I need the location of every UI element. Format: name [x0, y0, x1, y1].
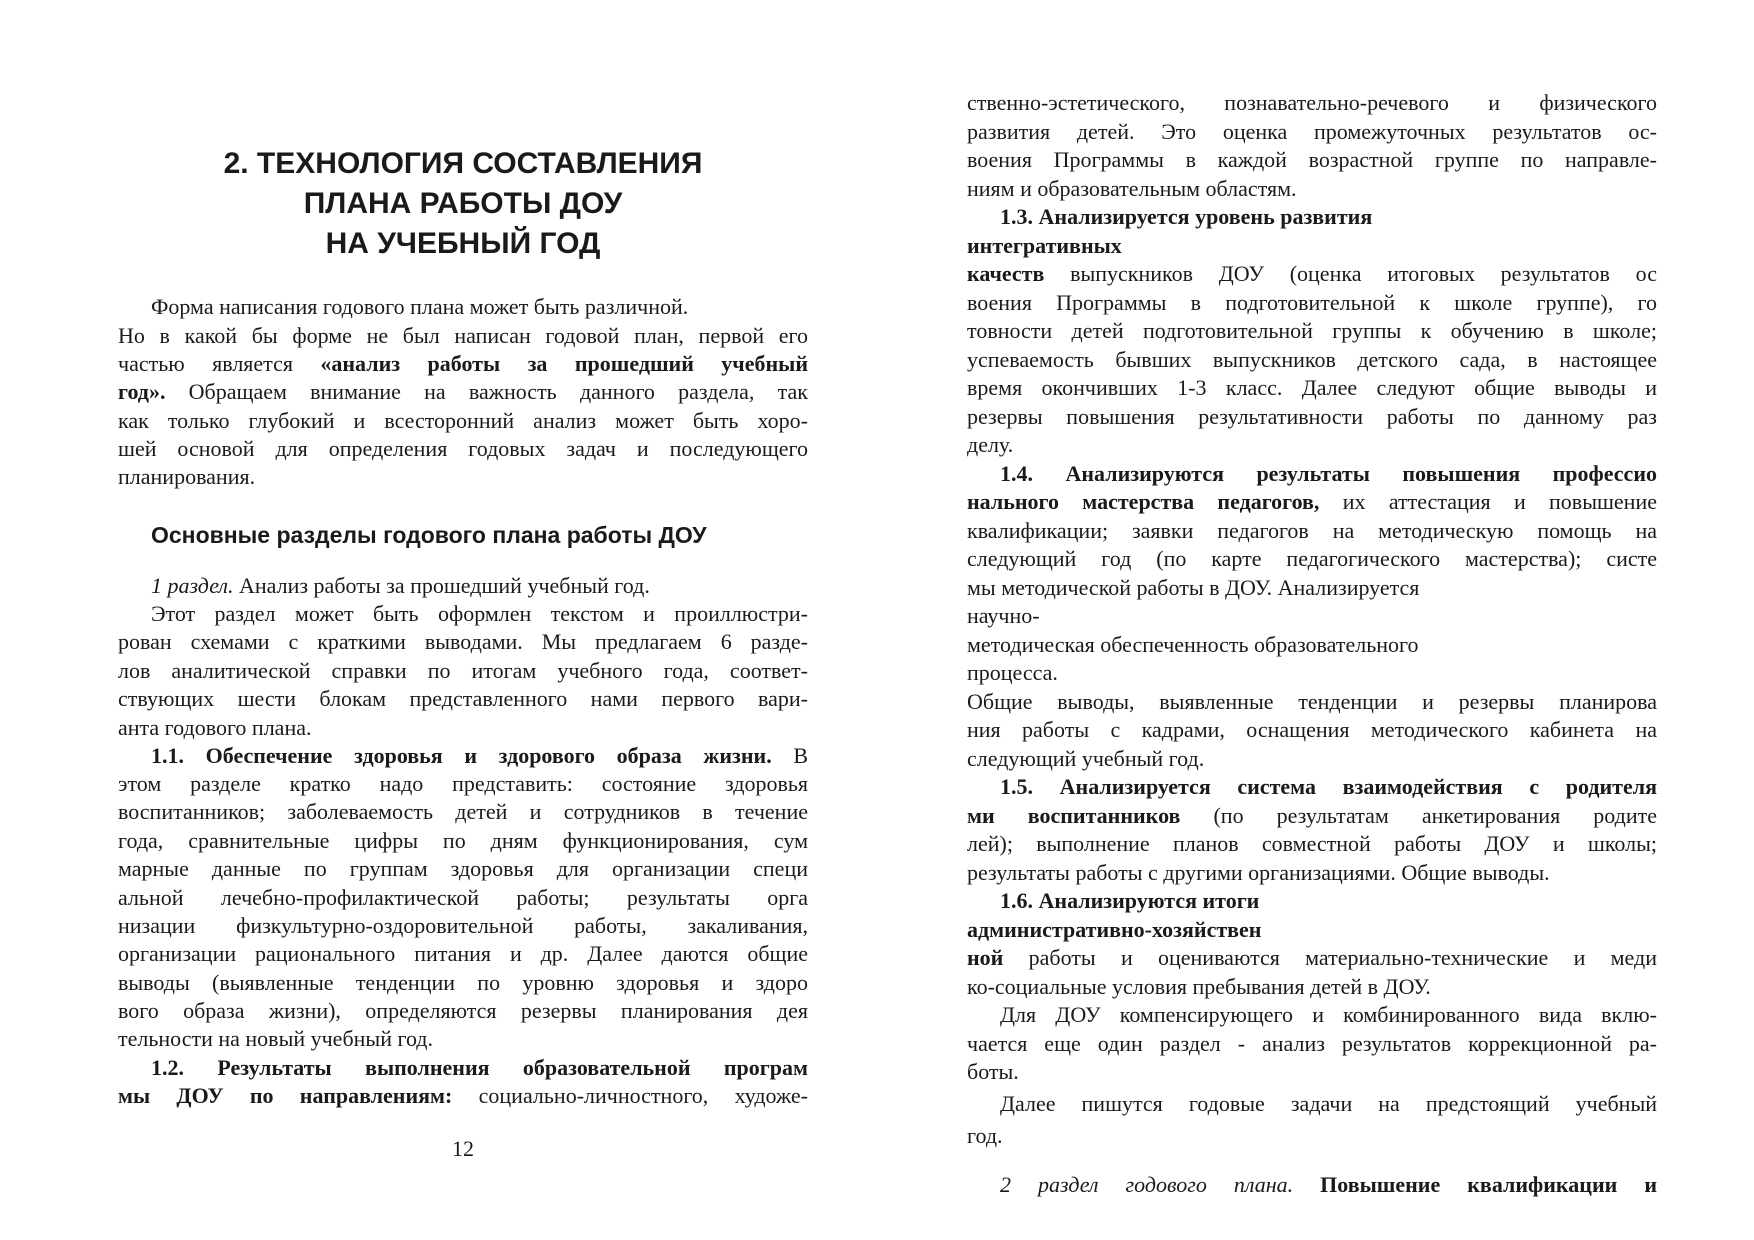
body-line: Общие выводы, выявленные тенденции и резервы планирова [967, 689, 1657, 714]
body-line: воспитанников; заболеваемость детей и сотрудников в течение [118, 799, 808, 824]
body-line: мы методической работы в ДОУ. Анализируется [967, 575, 1420, 600]
chapter-title-line: ПЛАНА РАБОТЫ ДОУ [303, 187, 623, 220]
chapter-title [118, 144, 808, 264]
chapter-title-line: НА УЧЕБНЫЙ ГОД [325, 227, 601, 260]
body-line: время окончивших 1-3 класс. Далее следуют общие выводы и [967, 375, 1657, 400]
body-line: методическая обеспеченность образовательного [967, 632, 1419, 657]
body-line: этом разделе кратко надо представить: состояние здоровья [118, 771, 808, 796]
section2-line: 2 раздел годового плана. Повышение квалификации и [1000, 1172, 1657, 1197]
body-line: тельности на новый учебный год. [118, 1026, 434, 1051]
body-line: анта годового плана. [118, 715, 312, 740]
body-line: резервы повышения результативности работы по данному раз [967, 404, 1657, 429]
intro-line: планирования. [118, 464, 256, 489]
section-subheading: Основные разделы годового плана работы ДОУ [151, 522, 707, 548]
body-line: Этот раздел может быть оформлен текстом и проиллюстри- [151, 601, 808, 626]
body-line: интегративных [967, 233, 1122, 258]
body-line: воения Программы в каждой возрастной группе по направле- [967, 147, 1657, 172]
body-line: мы ДОУ по направлениям: социально-личностного, художе- [118, 1083, 808, 1108]
body-line: ния работы с кадрами, оснащения методического кабинета на [967, 717, 1657, 742]
body-line: рован схемами с краткими выводами. Мы предлагаем 6 разде- [118, 629, 808, 654]
body-line: качеств выпускников ДОУ (оценка итоговых результатов ос [967, 261, 1657, 286]
body-line: года, сравнительные цифры по дням функционирования, сум [118, 828, 808, 853]
body-line: ниям и образовательным областям. [967, 176, 1297, 201]
body-line: процесса. [967, 660, 1058, 685]
body-line: марные данные по группам здоровья для организации специ [118, 856, 808, 881]
body-line: чается еще один раздел - анализ результатов коррекционной ра- [967, 1031, 1657, 1056]
body-line: лов аналитической справки по итогам учебного года, соответ- [118, 658, 808, 683]
body-line: развития детей. Это оценка промежуточных результатов ос- [967, 119, 1657, 144]
body-line: научно- [967, 603, 1040, 628]
subsection-1-1-heading: 1.1. Обеспечение здоровья и здорового образа жизни. В [151, 743, 808, 768]
body-line: результаты работы с другими организациями. Общие выводы. [967, 860, 1550, 885]
body-line: низации физкультурно-оздоровительной работы, закаливания, [118, 913, 808, 938]
body-line: лей); выполнение планов совместной работы ДОУ и школы; [967, 831, 1657, 856]
subsection-1-6-heading: 1.6. Анализируются итоги [1000, 888, 1260, 913]
body-line: боты. [967, 1059, 1019, 1084]
section1-line: 1 раздел. Анализ работы за прошедший учебный год. [151, 573, 650, 598]
intro-line: как только глубокий и всесторонний анализ может быть хоро- [118, 408, 808, 433]
body-line: нального мастерства педагогов, их аттестация и повышение [967, 489, 1657, 514]
body-line: год. [967, 1123, 1003, 1148]
body-line: квалификации; заявки педагогов на методическую помощь на [967, 518, 1657, 543]
body-line: товности детей подготовительной группы к обучению в школе; [967, 318, 1657, 343]
body-line: ствующих шести блокам представленного нами первого вари- [118, 686, 808, 711]
body-line: делу. [967, 432, 1014, 457]
body-line: административно-хозяйствен [967, 917, 1262, 942]
intro-line: Но в какой бы форме не был написан годовой план, первой его [118, 323, 808, 348]
body-line: Для ДОУ компенсирующего и комбинированного вида вклю- [1000, 1002, 1657, 1027]
body-line: Далее пишутся годовые задачи на предстоящий учебный [1000, 1091, 1657, 1116]
body-line: успеваемость бывших выпускников детского сада, в настоящее [967, 347, 1657, 372]
page-number: 12 [452, 1136, 474, 1161]
body-line: ственно-эстетического, познавательно-речевого и физического [967, 90, 1657, 115]
body-line: альной лечебно-профилактической работы; результаты орга [118, 885, 808, 910]
intro-line: шей основой для определения годовых задач и последующего [118, 436, 808, 461]
intro-line: Форма написания годового плана может быть различной. [151, 294, 689, 319]
subsection-1-5-heading: 1.5. Анализируется система взаимодействия с родителя [1000, 774, 1657, 799]
intro-line: частью является «анализ работы за прошедший учебный [118, 351, 808, 376]
subsection-1-4-heading: 1.4. Анализируются результаты повышения профессио [1000, 461, 1657, 486]
body-line: выводы (выявленные тенденции по уровню здоровья и здоро [118, 970, 808, 995]
body-line: ной работы и оцениваются материально-технические и меди [967, 945, 1657, 970]
chapter-title-line: 2. ТЕХНОЛОГИЯ СОСТАВЛЕНИЯ [223, 147, 703, 180]
subsection-1-2-heading: 1.2. Результаты выполнения образовательной програм [151, 1055, 808, 1080]
body-line: ми воспитанников (по результатам анкетирования родите [967, 803, 1657, 828]
body-line: вого образа жизни), определяются резервы планирования дея [118, 998, 808, 1023]
subsection-1-3-heading: 1.3. Анализируется уровень развития [1000, 204, 1373, 229]
body-line: организации рационального питания и др. Далее даются общие [118, 941, 808, 966]
body-line: следующий учебный год. [967, 746, 1205, 771]
intro-line: год». Обращаем внимание на важность данного раздела, так [118, 379, 808, 404]
body-line: следующий год (по карте педагогического мастерства); систе [967, 546, 1657, 571]
body-line: ко-социальные условия пребывания детей в ДОУ. [967, 974, 1431, 999]
body-line: воения Программы в подготовительной к школе группе), го [967, 290, 1657, 315]
